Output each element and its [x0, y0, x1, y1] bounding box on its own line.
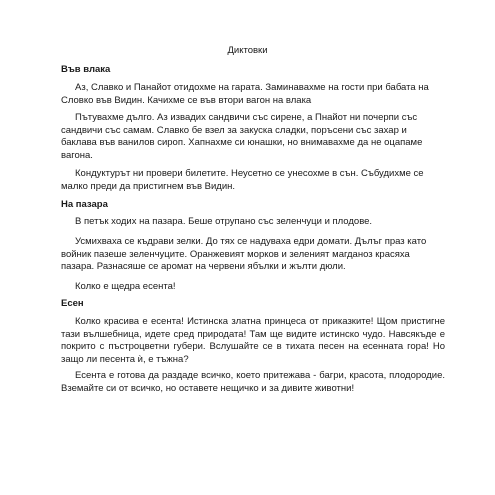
paragraph: Аз, Славко и Панайот отидохме на гарата. Заминавахме на гости при бабата на Словко във Видин. Качихме се във втори вагон на влака — [61, 82, 429, 106]
paragraph: Кондуктурът ни провери билетите. Неусетно се унесохме в сън. Събудихме се малко преди да пристигнем във Видин. — [61, 168, 424, 192]
section-heading-market: На пазара — [61, 199, 108, 210]
section-heading-autumn: Есен — [61, 298, 84, 309]
section-heading-train: Във влака — [61, 64, 111, 75]
paragraph: Есента е готова да раздаде всичко, което притежава - багри, красота, плодородие. Вземайте си от всичко, но оставете нещичко и за дивите животни! — [61, 370, 445, 394]
paragraph: В петък ходих на пазара. Беше отрупано със зеленчуци и плодове. — [75, 216, 373, 227]
paragraph: Пътувахме дълго. Аз извадих сандвичи със сирене, а Пнайот ни почерпи със сандвичи със самам. Славко бе взел за закуска сладки, поръсени със захар и баклава във ванилов сироп. Хапнахме си юнашки, но внимавахме да не оцапаме вагона. — [61, 112, 423, 161]
paragraph: Колко красива е есента! Истинска златна принцеса от приказките! Щом пристигне тази вълшебница, идете сред природата! Там ще видите истинско чудо. Навсякъде е покрито с пъстроцветни губери. Вслушайте се в тихата песен на есенната гора! Но защо ли песента ѝ, е тъжна? — [61, 316, 445, 365]
paragraph: Колко е щедра есента! — [75, 281, 176, 292]
paragraph: Усмихваха се къдрави зелки. До тях се надуваха едри домати. Дълъг праз като войник пазеше зеленчуците. Оранжевият морков и зеленият магданоз красяха пазара. Разнасяше се аромат на червени ябълки и жълти дюли. — [61, 236, 427, 273]
document-title: Диктовки — [227, 45, 268, 56]
